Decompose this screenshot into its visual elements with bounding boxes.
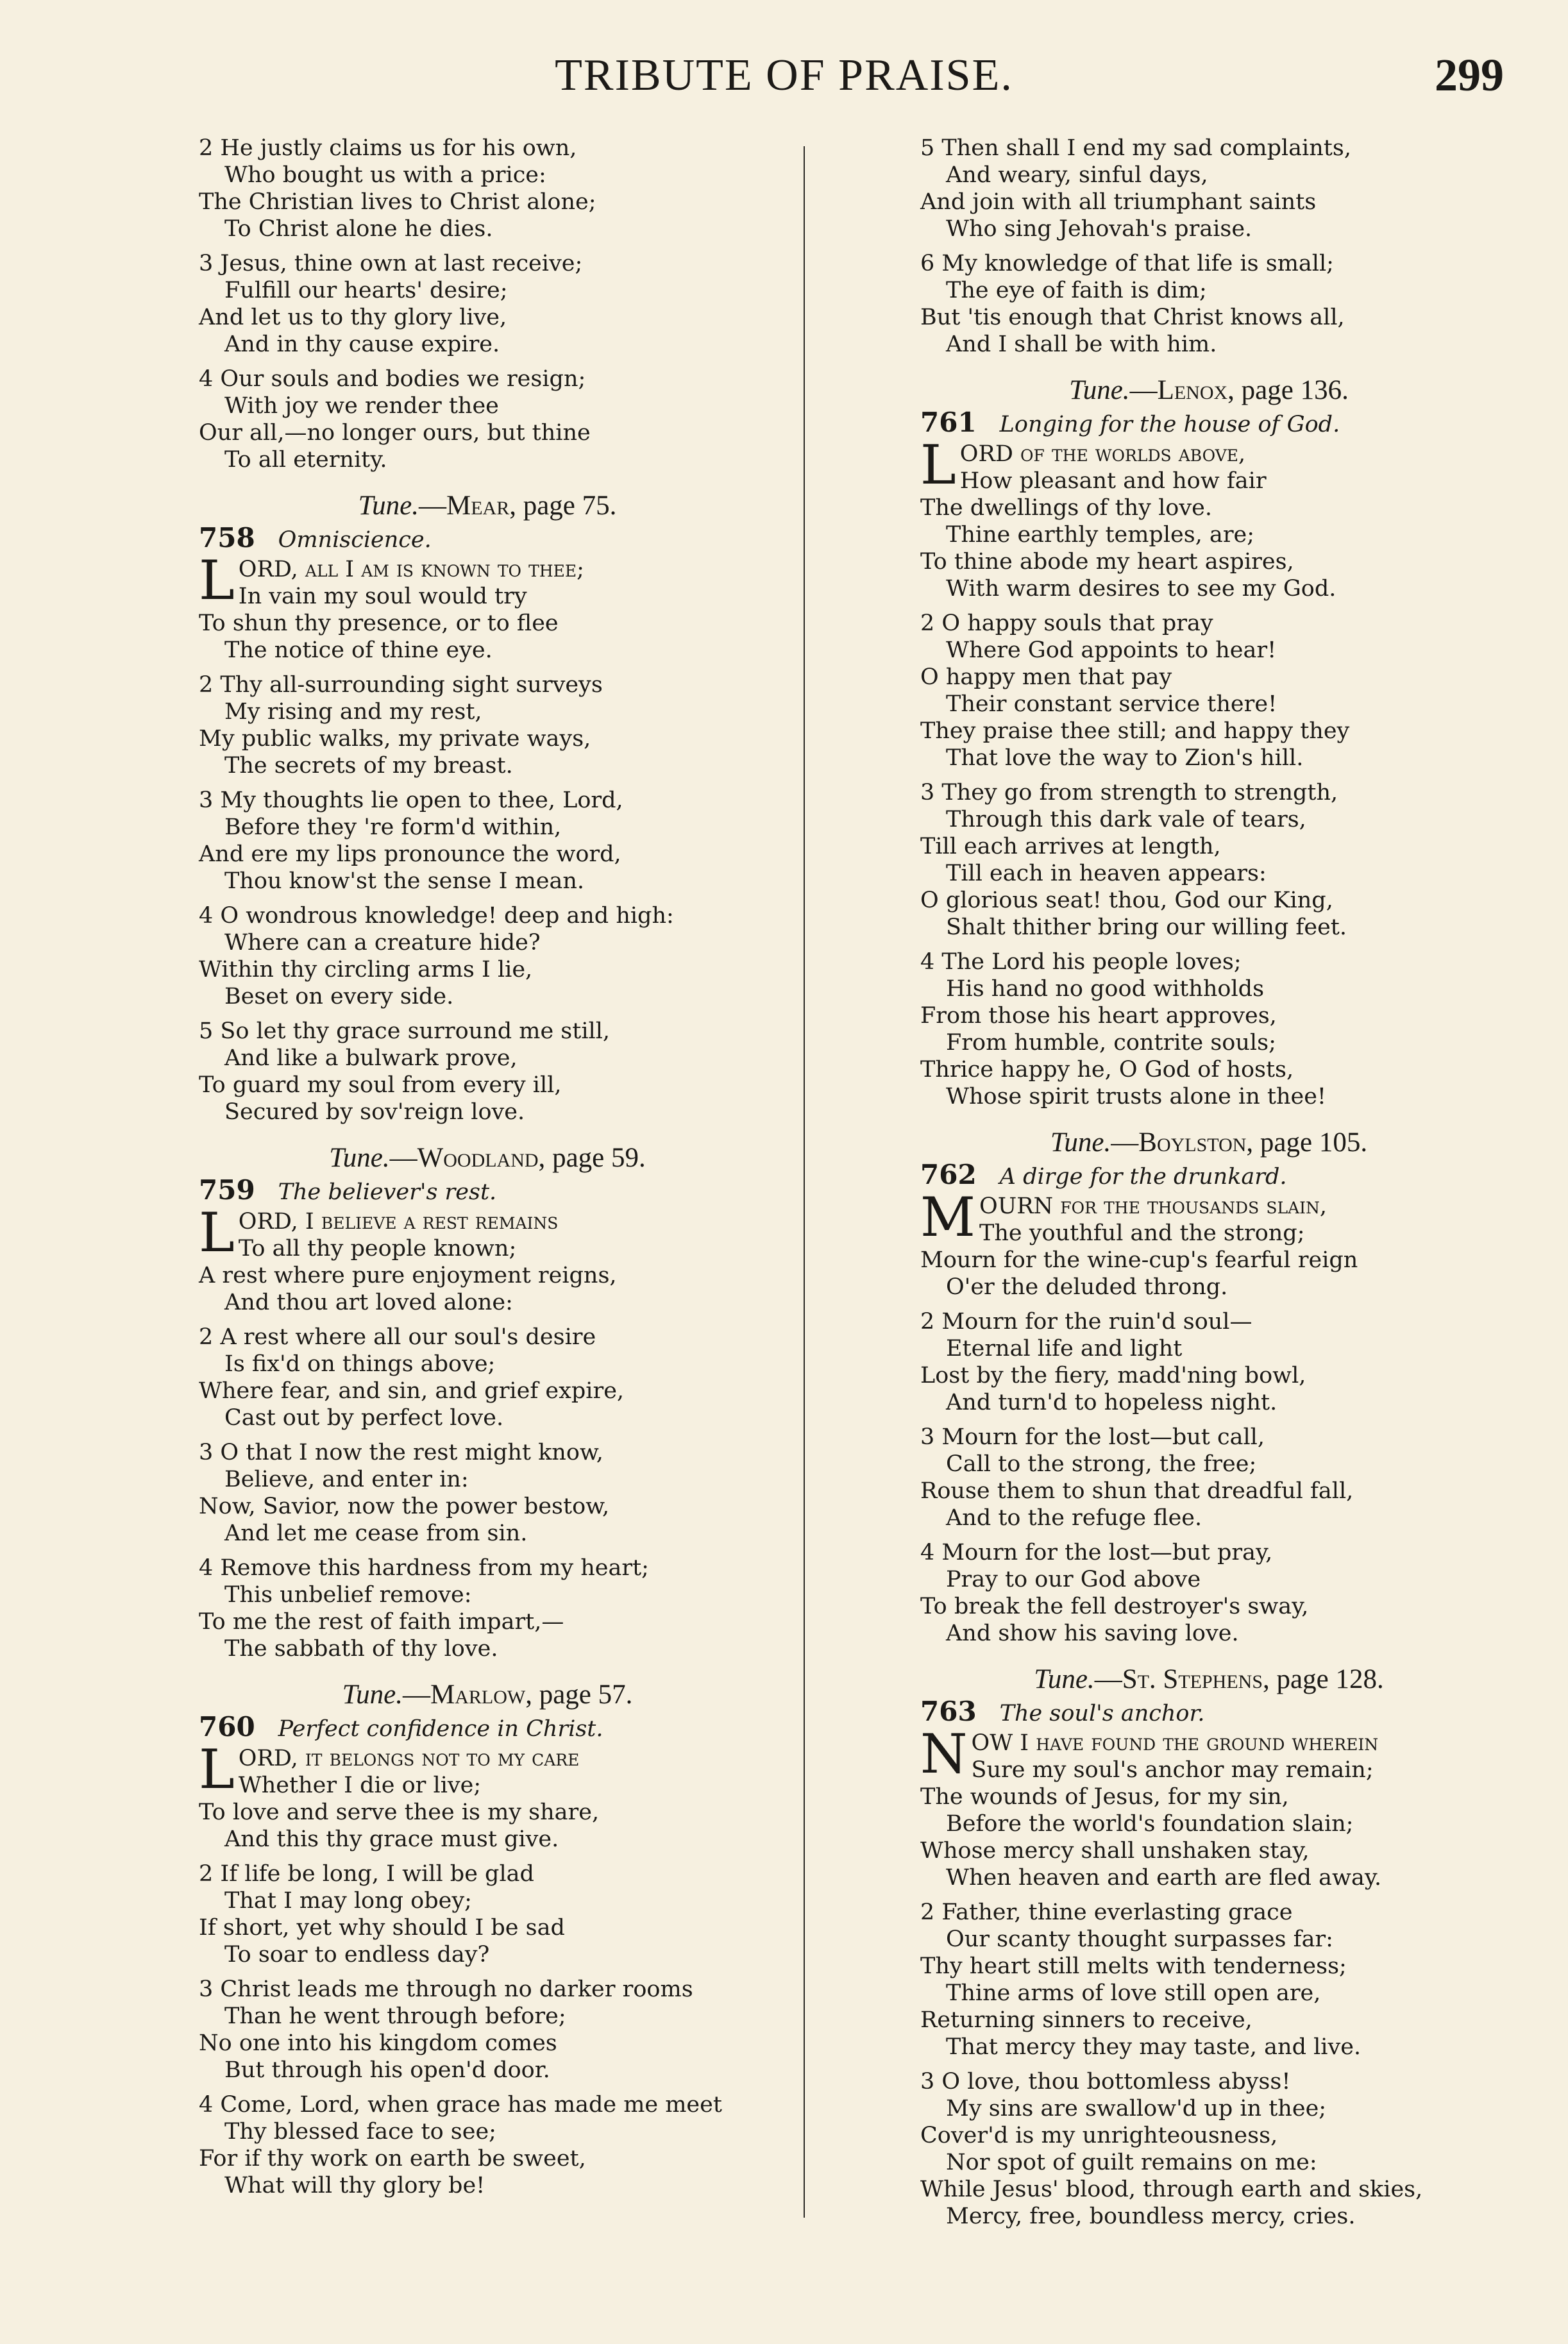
- hymn-title: Perfect confidence in Christ.: [278, 1716, 603, 1742]
- stanza: [199, 671, 776, 779]
- hymn-line: Through this dark vale of tears,: [946, 807, 1306, 832]
- stanza: [920, 779, 1497, 941]
- tune-line: [199, 493, 776, 519]
- hymn-line: And weary, sinful days,: [946, 162, 1208, 188]
- stanza: [199, 1439, 776, 1547]
- stanza: [199, 366, 776, 473]
- hymn-line: 3 O that I now the rest might know,: [199, 1440, 603, 1465]
- hymn-line: O'er the deluded throng.: [946, 1274, 1228, 1300]
- hymn-line: 6 My knowledge of that life is small;: [920, 251, 1334, 276]
- hymn-line: While Jesus' blood, through earth and skies,: [920, 2177, 1423, 2202]
- hymn-line: 3 Christ leads me through no darker rooms: [199, 1977, 693, 2002]
- hymn-line: 2 O happy souls that pray: [920, 611, 1213, 636]
- hymn-line: 4 Mourn for the lost—but pray,: [920, 1540, 1273, 1565]
- hymn-line: The sabbath of thy love.: [224, 1636, 498, 1662]
- hymn-line: Till each in heaven appears:: [946, 861, 1267, 886]
- stanza: [920, 610, 1497, 771]
- hymn-line: Pray to our God above: [946, 1567, 1201, 1592]
- hymn-line: To all eternity.: [224, 447, 387, 473]
- hymn-line: Beset on every side.: [224, 984, 454, 1009]
- hymn-line: No one into his kingdom comes: [199, 2030, 557, 2056]
- hymn-line: Whose spirit trusts alone in thee!: [946, 1084, 1326, 1109]
- hymn-line: 2 If life be long, I will be glad: [199, 1861, 534, 1887]
- hymn-line: The youthful and the strong;: [979, 1220, 1305, 1246]
- hymn-line: His hand no good withholds: [946, 976, 1265, 1002]
- hymn-line: And show his saving love.: [946, 1621, 1239, 1646]
- hymn-line: My sins are swallow'd up in thee;: [946, 2096, 1327, 2121]
- hymn-title: The believer's rest.: [278, 1179, 497, 1205]
- left-column: [199, 135, 776, 2207]
- hymn-line: 4 Come, Lord, when grace has made me meet: [199, 2092, 722, 2118]
- page-title: TRIBUTE OF PRAISE.: [555, 51, 1013, 100]
- tune-line: [199, 1682, 776, 1708]
- hymn-line: Whether I die or live;: [238, 1773, 482, 1798]
- hymn-line: Who sing Jehovah's praise.: [946, 216, 1252, 242]
- hymn-line: Thy blessed face to see;: [224, 2119, 496, 2145]
- hymn-line: To Christ alone he dies.: [224, 216, 493, 242]
- hymn-heading: [920, 1698, 1497, 1727]
- hymn-line: Believe, and enter in:: [224, 1467, 469, 1492]
- hymn-line: Lost by the fiery, madd'ning bowl,: [920, 1363, 1306, 1388]
- hymn-line: Within thy circling arms I lie,: [199, 957, 533, 982]
- hymn-line: Before the world's foundation slain;: [946, 1811, 1354, 1837]
- hymn: [920, 1129, 1497, 1647]
- hymn-line: To thine abode my heart aspires,: [920, 549, 1294, 575]
- first-line-text: ORD, it belongs not to my care: [238, 1746, 580, 1771]
- hymn-line: With warm desires to see my God.: [946, 576, 1336, 602]
- hymn-line: To love and serve thee is my share,: [199, 1800, 600, 1825]
- first-line-text: ORD, all I am is known to thee;: [238, 557, 584, 582]
- hymn-line: To all thy people known;: [238, 1236, 517, 1261]
- hymn-line: And join with all triumphant saints: [920, 189, 1317, 215]
- hymn-line: Where God appoints to hear!: [946, 637, 1277, 663]
- hymn-line: How pleasant and how fair: [959, 468, 1267, 494]
- hymn-line: Secured by sov'reign love.: [224, 1099, 525, 1125]
- tune-name: —Marlow,: [403, 1680, 532, 1710]
- hymn-line: Mourn for the wine-cup's fearful reign: [920, 1247, 1358, 1273]
- hymn-number: 763: [920, 1696, 977, 1727]
- hymn: [199, 1682, 776, 2199]
- hymn-title: Omniscience.: [278, 527, 432, 553]
- tune-label: Tune.: [1034, 1664, 1095, 1694]
- first-line-text: ORD of the worlds above,: [959, 441, 1246, 467]
- hymn: [199, 493, 776, 1126]
- hymn-line: Rouse them to shun that dreadful fall,: [920, 1478, 1354, 1504]
- hymn-line: 3 O love, thou bottomless abyss!: [920, 2069, 1291, 2095]
- hymn-line: Where fear, and sin, and grief expire,: [199, 1378, 625, 1404]
- tune-line: [920, 1129, 1497, 1156]
- hymn-line: But 'tis enough that Christ knows all,: [920, 305, 1345, 330]
- stanza: [920, 1539, 1497, 1647]
- hymn-line: The Christian lives to Christ alone;: [199, 189, 596, 215]
- hymn-line: Thy heart still melts with tenderness;: [920, 1953, 1347, 1979]
- hymn-line: To break the fell destroyer's sway,: [920, 1594, 1309, 1619]
- hymn-line: What will thy glory be!: [224, 2173, 485, 2198]
- hymn-line: And turn'd to hopeless night.: [946, 1390, 1277, 1415]
- hymn-line: Who bought us with a price:: [224, 162, 546, 188]
- stanza: [920, 1308, 1497, 1416]
- hymn-line: 3 They go from strength to strength,: [920, 780, 1338, 805]
- hymn-line: And let me cease from sin.: [224, 1521, 528, 1546]
- hymn-number: 758: [199, 522, 255, 553]
- drop-cap: L: [199, 1738, 235, 1801]
- hymn-title: The soul's anchor.: [999, 1701, 1205, 1726]
- hymn-line: Whose mercy shall unshaken stay,: [920, 1838, 1310, 1864]
- hymn-line: 4 Remove this hardness from my heart;: [199, 1555, 649, 1581]
- hymn-line: My rising and my rest,: [224, 699, 482, 725]
- hymn-line: 3 My thoughts lie open to thee, Lord,: [199, 788, 623, 813]
- stanza: [920, 2068, 1497, 2230]
- hymn-line: To soar to endless day?: [224, 1942, 490, 1968]
- hymn-line: Sure my soul's anchor may remain;: [971, 1757, 1374, 1783]
- stanza: [199, 135, 776, 242]
- hymn-line: And ere my lips pronounce the word,: [199, 841, 621, 867]
- stanza: [199, 787, 776, 895]
- hymn-line: That mercy they may taste, and live.: [946, 2034, 1361, 2060]
- hymn-line: Cover'd is my unrighteousness,: [920, 2123, 1278, 2148]
- hymn-line: Thou know'st the sense I mean.: [224, 868, 585, 894]
- hymn-heading: [920, 1161, 1497, 1190]
- hymn-line: The eye of faith is dim;: [946, 278, 1207, 303]
- hymn-line: And let us to thy glory live,: [199, 305, 507, 330]
- stanza: [920, 468, 1497, 602]
- hymn-line: A rest where pure enjoyment reigns,: [199, 1263, 617, 1288]
- hymn-line: Cast out by perfect love.: [224, 1405, 504, 1431]
- hymn-line: Call to the strong, the free;: [946, 1451, 1257, 1477]
- hymn-line: 2 Father, thine everlasting grace: [920, 1900, 1293, 1925]
- hymn-line: For if thy work on earth be sweet,: [199, 2146, 586, 2171]
- hymn-number: 760: [199, 1711, 255, 1742]
- hymn-line: From humble, contrite souls;: [946, 1030, 1276, 1056]
- hymn-line: In vain my soul would try: [238, 584, 527, 609]
- hymn-line: This unbelief remove:: [224, 1582, 472, 1608]
- hymn-line: With joy we render thee: [224, 393, 499, 419]
- hymn-line: Nor spot of guilt remains on me:: [946, 2150, 1317, 2175]
- stanza: [199, 1976, 776, 2084]
- first-line-text: OURN for the thousands slain,: [979, 1193, 1328, 1219]
- hymn-line: Thrice happy he, O God of hosts,: [920, 1057, 1294, 1083]
- hymn-line: Than he went through before;: [224, 2003, 566, 2029]
- drop-cap: N: [920, 1723, 968, 1785]
- hymn-title: Longing for the house of God.: [999, 412, 1340, 437]
- stanza: [199, 1772, 776, 1853]
- page-header: [0, 44, 1568, 108]
- hymn-line: The wounds of Jesus, for my sin,: [920, 1784, 1289, 1810]
- hymn-line: They praise thee still; and happy they: [920, 718, 1350, 744]
- hymn-line: That I may long obey;: [224, 1888, 472, 1914]
- hymn-heading: [199, 1174, 776, 1206]
- hymn-heading: [199, 1711, 776, 1742]
- hymn-line: 3 Jesus, thine own at last receive;: [199, 251, 583, 276]
- hymn-line: My public walks, my private ways,: [199, 726, 591, 752]
- tune-label: Tune.: [342, 1680, 403, 1710]
- hymn-line: And I shall be with him.: [946, 332, 1217, 357]
- tune-line: [199, 1145, 776, 1172]
- right-column: [920, 135, 1497, 2238]
- tune-page: page 136.: [1241, 375, 1349, 405]
- hymn-title: A dirge for the drunkard.: [999, 1164, 1287, 1190]
- hymn-line: 2 He justly claims us for his own,: [199, 135, 577, 161]
- hymn-line: And this thy grace must give.: [224, 1826, 559, 1852]
- tune-page: page 75.: [523, 491, 617, 521]
- stanza: [920, 1424, 1497, 1531]
- drop-cap: L: [199, 1201, 235, 1264]
- tune-page: page 57.: [539, 1680, 633, 1710]
- hymn-line: And thou art loved alone:: [224, 1290, 513, 1315]
- hymn-line: From those his heart approves,: [920, 1003, 1277, 1029]
- hymn-line: Our scanty thought surpasses far:: [946, 1927, 1333, 1952]
- hymn-line: Our all,—no longer ours, but thine: [199, 420, 591, 446]
- hymn-line: Shalt thither bring our willing feet.: [946, 915, 1347, 940]
- drop-cap: M: [920, 1186, 976, 1249]
- tune-label: Tune.: [329, 1143, 390, 1173]
- hymn-heading: [920, 409, 1497, 438]
- hymn-line: Thine arms of love still open are,: [946, 1980, 1321, 2006]
- stanza: [920, 1757, 1497, 1891]
- hymn-line: And to the refuge flee.: [946, 1505, 1202, 1531]
- hymn-line: 4 The Lord his people loves;: [920, 949, 1242, 975]
- hymn-line: Eternal life and light: [946, 1336, 1183, 1362]
- hymn-line: 2 Thy all-surrounding sight surveys: [199, 672, 603, 698]
- hymn-line: 5 Then shall I end my sad complaints,: [920, 135, 1351, 161]
- hymn: [199, 1145, 776, 1662]
- hymn-line: To guard my soul from every ill,: [199, 1072, 562, 1098]
- hymn-line: Mercy, free, boundless mercy, cries.: [946, 2204, 1356, 2229]
- hymn-heading: [199, 522, 776, 553]
- tune-page: page 105.: [1260, 1127, 1368, 1158]
- stanza: [199, 583, 776, 664]
- hymn-line: Now, Savior, now the power bestow,: [199, 1494, 610, 1519]
- hymn-line: 4 O wondrous knowledge! deep and high:: [199, 903, 674, 929]
- column-divider: [804, 146, 805, 2218]
- hymn-line: If short, yet why should I be sad: [199, 1915, 565, 1941]
- first-line-text: OW I have found the ground wherein: [971, 1730, 1379, 1756]
- tune-name: —Boylston,: [1111, 1127, 1254, 1158]
- hymn-line: The secrets of my breast.: [224, 753, 513, 779]
- stanza: [199, 2091, 776, 2199]
- hymn-line: 2 A rest where all our soul's desire: [199, 1324, 596, 1350]
- hymn-number: 761: [920, 407, 977, 438]
- hymn-line: Where can a creature hide?: [224, 930, 541, 956]
- hymn-line: Before they 're form'd within,: [224, 814, 562, 840]
- hymn-line: The notice of thine eye.: [224, 637, 493, 663]
- stanza: [199, 1235, 776, 1316]
- stanza: [199, 1324, 776, 1431]
- hymn-line: 4 Our souls and bodies we resign;: [199, 366, 586, 392]
- stanza: [199, 1860, 776, 1968]
- tune-name: —St. Stephens,: [1094, 1664, 1270, 1694]
- hymn: [920, 1666, 1497, 2230]
- hymn-line: Is fix'd on things above;: [224, 1351, 496, 1377]
- stanza: [199, 250, 776, 358]
- hymn-line: When heaven and earth are fled away.: [946, 1865, 1382, 1891]
- hymn-line: Fulfill our hearts' desire;: [224, 278, 508, 303]
- tune-name: —Lenox,: [1129, 375, 1235, 405]
- hymn-line: Till each arrives at length,: [920, 834, 1221, 859]
- hymn-line: O happy men that pay: [920, 664, 1172, 690]
- hymn-line: 5 So let thy grace surround me still,: [199, 1018, 611, 1044]
- hymn-line: 2 Mourn for the ruin'd soul—: [920, 1309, 1252, 1335]
- tune-name: —Mear,: [418, 491, 516, 521]
- hymn-line: Thine earthly temples, are;: [946, 522, 1255, 548]
- stanza: [920, 1220, 1497, 1301]
- tune-label: Tune.: [358, 491, 419, 521]
- hymn-line: To shun thy presence, or to flee: [199, 611, 559, 636]
- hymn: [920, 377, 1497, 1110]
- tune-page: page 59.: [552, 1143, 646, 1173]
- hymn-line: Their constant service there!: [946, 691, 1277, 717]
- hymn-line: Returning sinners to receive,: [920, 2007, 1252, 2033]
- tune-page: page 128.: [1276, 1664, 1384, 1694]
- stanza: [199, 1555, 776, 1662]
- hymn-line: To me the rest of faith impart,—: [199, 1609, 564, 1635]
- tune-name: —Woodland,: [389, 1143, 546, 1173]
- stanza: [920, 250, 1497, 358]
- drop-cap: L: [920, 434, 956, 496]
- hymn-line: That love the way to Zion's hill.: [946, 745, 1304, 771]
- stanza: [199, 1018, 776, 1126]
- tune-line: [920, 1666, 1497, 1693]
- hymn-line: The dwellings of thy love.: [920, 495, 1212, 521]
- stanza: [920, 135, 1497, 242]
- stanza: [199, 902, 776, 1010]
- hymn-number: 759: [199, 1174, 255, 1206]
- first-line-text: ORD, I believe a rest remains: [238, 1209, 559, 1235]
- hymn-line: 3 Mourn for the lost—but call,: [920, 1424, 1265, 1450]
- tune-label: Tune.: [1050, 1127, 1111, 1158]
- stanza: [920, 1899, 1497, 2061]
- hymn-line: And in thy cause expire.: [224, 332, 500, 357]
- drop-cap: L: [199, 549, 235, 612]
- hymn-line: O glorious seat! thou, God our King,: [920, 888, 1333, 913]
- hymn-number: 762: [920, 1159, 977, 1190]
- page-number: 299: [1435, 49, 1504, 101]
- hymn-line: And like a bulwark prove,: [224, 1045, 518, 1071]
- hymn-line: But through his open'd door.: [224, 2057, 550, 2083]
- stanza: [920, 949, 1497, 1110]
- tune-label: Tune.: [1069, 375, 1130, 405]
- tune-line: [920, 377, 1497, 404]
